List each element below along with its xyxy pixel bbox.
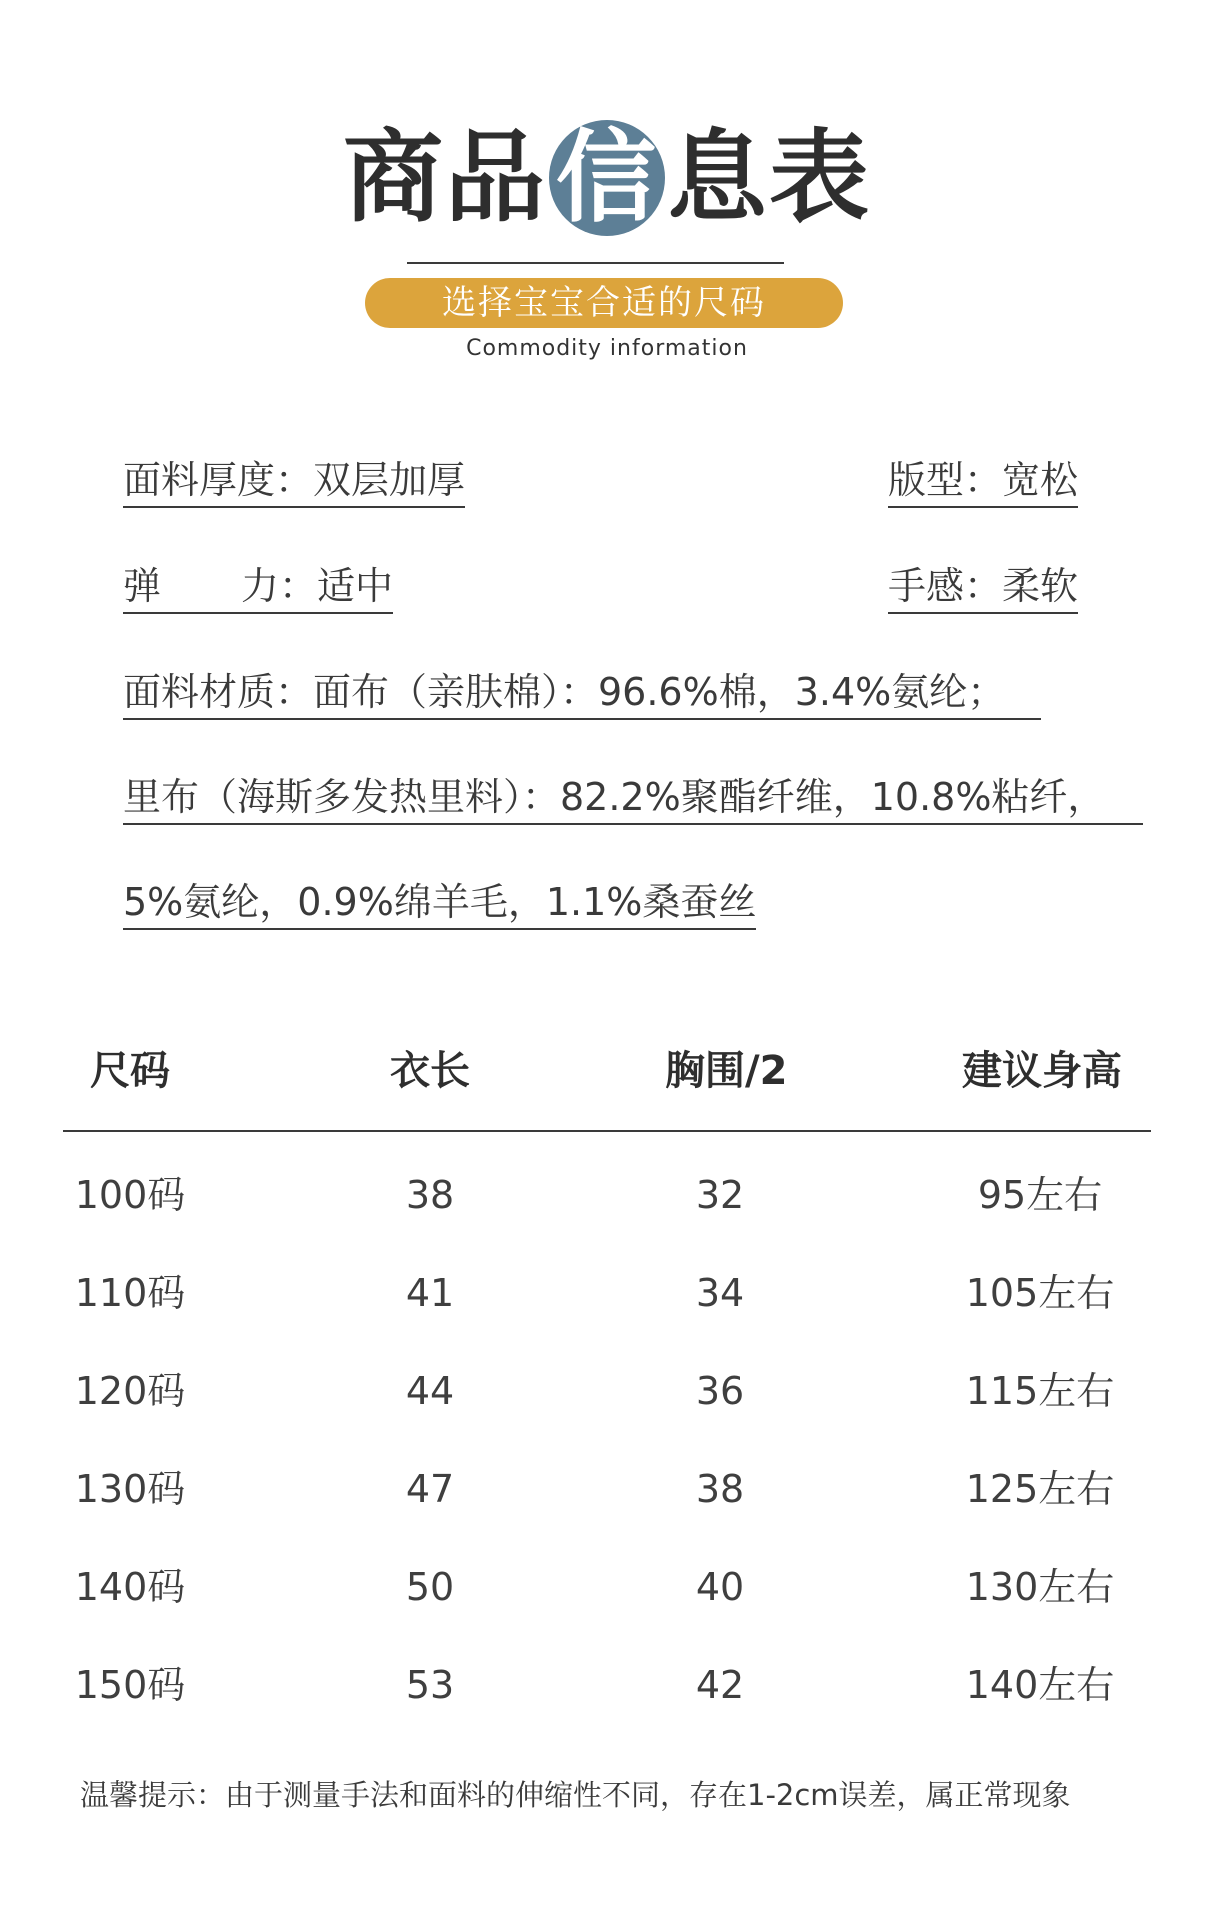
page-title	[0, 118, 1214, 238]
cell-chest: 42	[695, 1663, 745, 1707]
table-row	[0, 1459, 1214, 1519]
table-header-length: 衣长	[390, 1048, 470, 1094]
cell-height: 140左右	[965, 1663, 1115, 1707]
info-elasticity-value: 力：适中	[241, 564, 394, 608]
table-header-height: 建议身高	[962, 1048, 1122, 1094]
cell-length: 53	[405, 1663, 455, 1707]
table-row	[0, 1655, 1214, 1715]
cell-chest: 32	[695, 1173, 745, 1217]
info-material-line-3: 5%氨纶，0.9%绵羊毛，1.1%桑蚕丝	[123, 878, 756, 930]
cell-height: 115左右	[965, 1369, 1115, 1413]
cell-size: 130码	[74, 1467, 186, 1511]
title-divider	[407, 262, 784, 264]
cell-height: 130左右	[965, 1565, 1115, 1609]
cell-size: 140码	[74, 1565, 186, 1609]
cell-length: 44	[405, 1369, 455, 1413]
info-thickness: 面料厚度：双层加厚	[123, 456, 465, 508]
table-row	[0, 1263, 1214, 1323]
info-material-line-2: 里布（海斯多发热里料）：82.2%聚酯纤维，10.8%粘纤，	[123, 773, 1143, 825]
cell-chest: 40	[695, 1565, 745, 1609]
cell-height: 95左右	[977, 1173, 1103, 1217]
table-header-divider	[63, 1130, 1151, 1132]
title-part-1: 商品	[343, 119, 547, 236]
cell-length: 38	[405, 1173, 455, 1217]
cell-height: 105左右	[965, 1271, 1115, 1315]
cell-length: 50	[405, 1565, 455, 1609]
table-row	[0, 1361, 1214, 1421]
table-row	[0, 1165, 1214, 1225]
cell-size: 100码	[74, 1173, 186, 1217]
info-elasticity-label: 弹	[123, 564, 162, 608]
table-header-size: 尺码	[90, 1048, 170, 1094]
info-fit: 版型：宽松	[888, 456, 1078, 508]
title-part-2: 息表	[667, 119, 871, 236]
cell-size: 110码	[74, 1271, 186, 1315]
cell-length: 47	[405, 1467, 455, 1511]
info-material-line-1: 面料材质：面布（亲肤棉）：96.6%棉，3.4%氨纶；	[123, 668, 1041, 720]
info-feel: 手感：柔软	[888, 562, 1078, 614]
cell-size: 150码	[74, 1663, 186, 1707]
info-elasticity	[123, 562, 393, 614]
cell-height: 125左右	[965, 1467, 1115, 1511]
subtitle-pill: 选择宝宝合适的尺码	[365, 278, 843, 328]
cell-chest: 36	[695, 1369, 745, 1413]
measurement-note: 温馨提示：由于测量手法和面料的伸缩性不同，存在1-2cm误差，属正常现象	[80, 1778, 1071, 1812]
english-subtitle: Commodity information	[466, 336, 748, 361]
table-header-chest: 胸围/2	[665, 1048, 788, 1094]
table-row	[0, 1557, 1214, 1617]
cell-chest: 34	[695, 1271, 745, 1315]
cell-size: 120码	[74, 1369, 186, 1413]
cell-length: 41	[405, 1271, 455, 1315]
cell-chest: 38	[695, 1467, 745, 1511]
title-highlight-char: 信	[547, 118, 667, 238]
